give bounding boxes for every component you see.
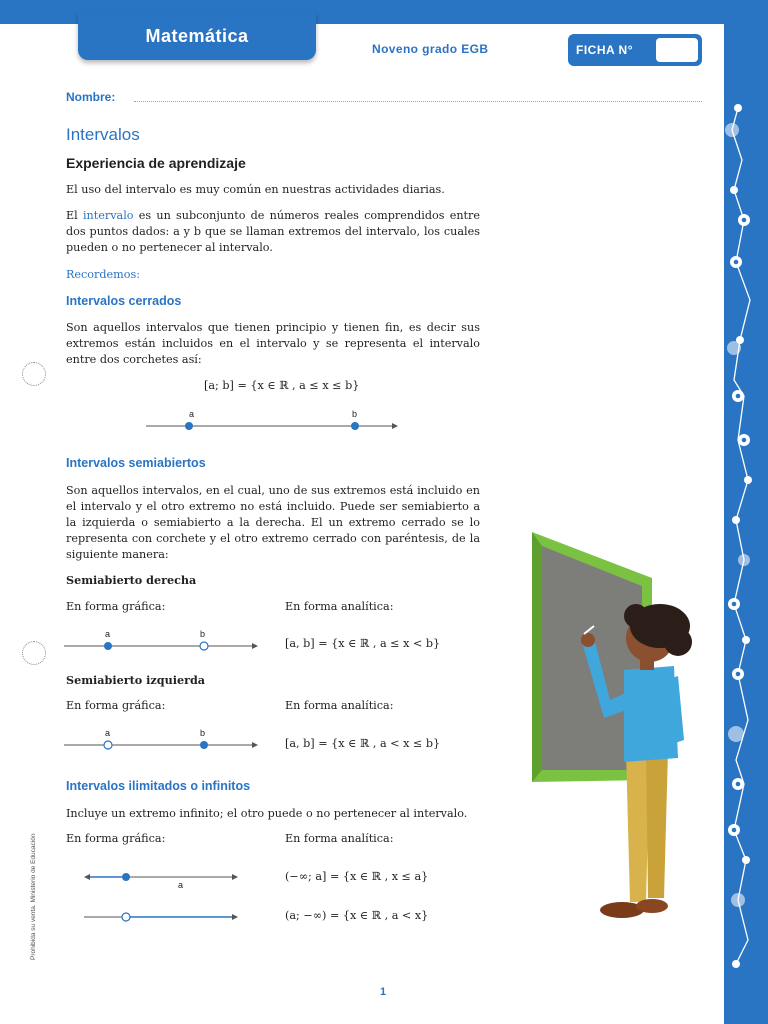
semiabiertos-heading: Intervalos semiabiertos	[66, 456, 206, 470]
open-endpoint-a	[104, 741, 112, 749]
cerrados-text: Son aquellos intervalos que tienen principio y tienen fin, es decir sus extremos están incluidos en el intervalo y se representa el intervalo entre dos corchetes así:	[66, 321, 480, 366]
derecha-formula: [a, b] = {x ∈ ℝ , a ≤ x < b}	[285, 637, 441, 650]
ilimitados-grafica-label: En forma gráfica:	[66, 832, 166, 845]
semiabierto-derecha-title: Semiabierto derecha	[66, 573, 197, 587]
recordemos-label: Recordemos:	[66, 268, 141, 281]
cerrados-formula: [a; b] = {x ∈ ℝ , a ≤ x ≤ b}	[204, 379, 360, 392]
izquierda-grafica-label: En forma gráfica:	[66, 699, 166, 712]
ilimitados-text: Incluye un extremo infinito; el otro puede o no pertenecer al intervalo.	[66, 807, 468, 820]
ilimitados-formula-1: (−∞; a] = {x ∈ ℝ , x ≤ a}	[285, 870, 429, 883]
derecha-analitica-label: En forma analítica:	[285, 600, 394, 613]
open-endpoint-b	[200, 642, 208, 650]
ficha-number-field[interactable]	[656, 38, 698, 62]
closed-endpoint-b	[200, 741, 208, 749]
student-at-chalkboard-illustration	[528, 530, 718, 930]
page-title: Intervalos	[66, 125, 140, 144]
ilimitados-formula-2: (a; −∞) = {x ∈ ℝ , a < x}	[285, 909, 429, 922]
nombre-field[interactable]	[134, 101, 702, 102]
open-endpoint-a	[122, 913, 130, 921]
svg-text:a: a	[178, 880, 184, 890]
izquierda-number-line	[64, 725, 264, 755]
izquierda-formula: [a, b] = {x ∈ ℝ , a < x ≤ b}	[285, 737, 441, 750]
closed-endpoint-a	[122, 873, 130, 881]
semiabiertos-text: Son aquellos intervalos, en el cual, uno de sus extremos está incluido en el intervalo y el otro extremo no está incluido. Puede ser semiabierto a la izquierda o semiabierto a la derecha. El un extremo cerrado se lo representa con corchete y el otro extremo cerrado con paréntesis, de la siguiente manera:	[66, 484, 480, 561]
ilimitado-izquierda-number-line	[82, 866, 252, 896]
intro-paragraph-1: El uso del intervalo es muy común en nuestras actividades diarias.	[66, 183, 445, 196]
svg-text:a: a	[105, 728, 111, 738]
right-decorative-bar	[724, 0, 768, 1024]
izquierda-analitica-label: En forma analítica:	[285, 699, 394, 712]
subject-title: Matemática	[145, 26, 249, 46]
closed-endpoint-a	[104, 642, 112, 650]
page-number: 1	[380, 986, 387, 998]
ilimitados-analitica-label: En forma analítica:	[285, 832, 394, 845]
ilimitados-heading: Intervalos ilimitados o infinitos	[66, 779, 251, 793]
closed-endpoint-a	[185, 422, 193, 430]
cerrados-number-line	[146, 406, 406, 436]
intro-paragraph-2: El intervalo es un subconjunto de números reales comprendidos entre dos puntos dados: a y b que se llaman extremos del intervalo, los cuales pueden o no pertenecer al intervalo.	[66, 209, 480, 254]
page-subtitle: Experiencia de aprendizaje	[66, 155, 246, 171]
semiabierto-izquierda-title: Semiabierto izquierda	[66, 673, 206, 687]
subject-tab	[78, 12, 316, 60]
side-note: Prohibida su venta. Ministerio de Educación	[30, 833, 37, 960]
nombre-label: Nombre:	[66, 90, 116, 104]
svg-text:b: b	[200, 629, 206, 639]
closed-endpoint-b	[351, 422, 359, 430]
svg-text:a: a	[105, 629, 111, 639]
derecha-number-line	[64, 626, 264, 656]
svg-text:b: b	[200, 728, 206, 738]
ficha-box	[568, 34, 702, 66]
cerrados-label-a: a	[189, 409, 195, 419]
cerrados-heading: Intervalos cerrados	[66, 294, 182, 308]
binder-hole-top	[22, 362, 46, 386]
binder-hole-bottom	[22, 641, 46, 665]
ficha-label: FICHA N°	[576, 43, 634, 57]
derecha-grafica-label: En forma gráfica:	[66, 600, 166, 613]
cerrados-label-b: b	[352, 409, 358, 419]
intervalo-term: intervalo	[82, 209, 134, 222]
grade-label: Noveno grado EGB	[372, 42, 489, 56]
ilimitado-derecha-number-line	[82, 907, 252, 927]
decorative-chain-icon	[724, 0, 768, 1024]
